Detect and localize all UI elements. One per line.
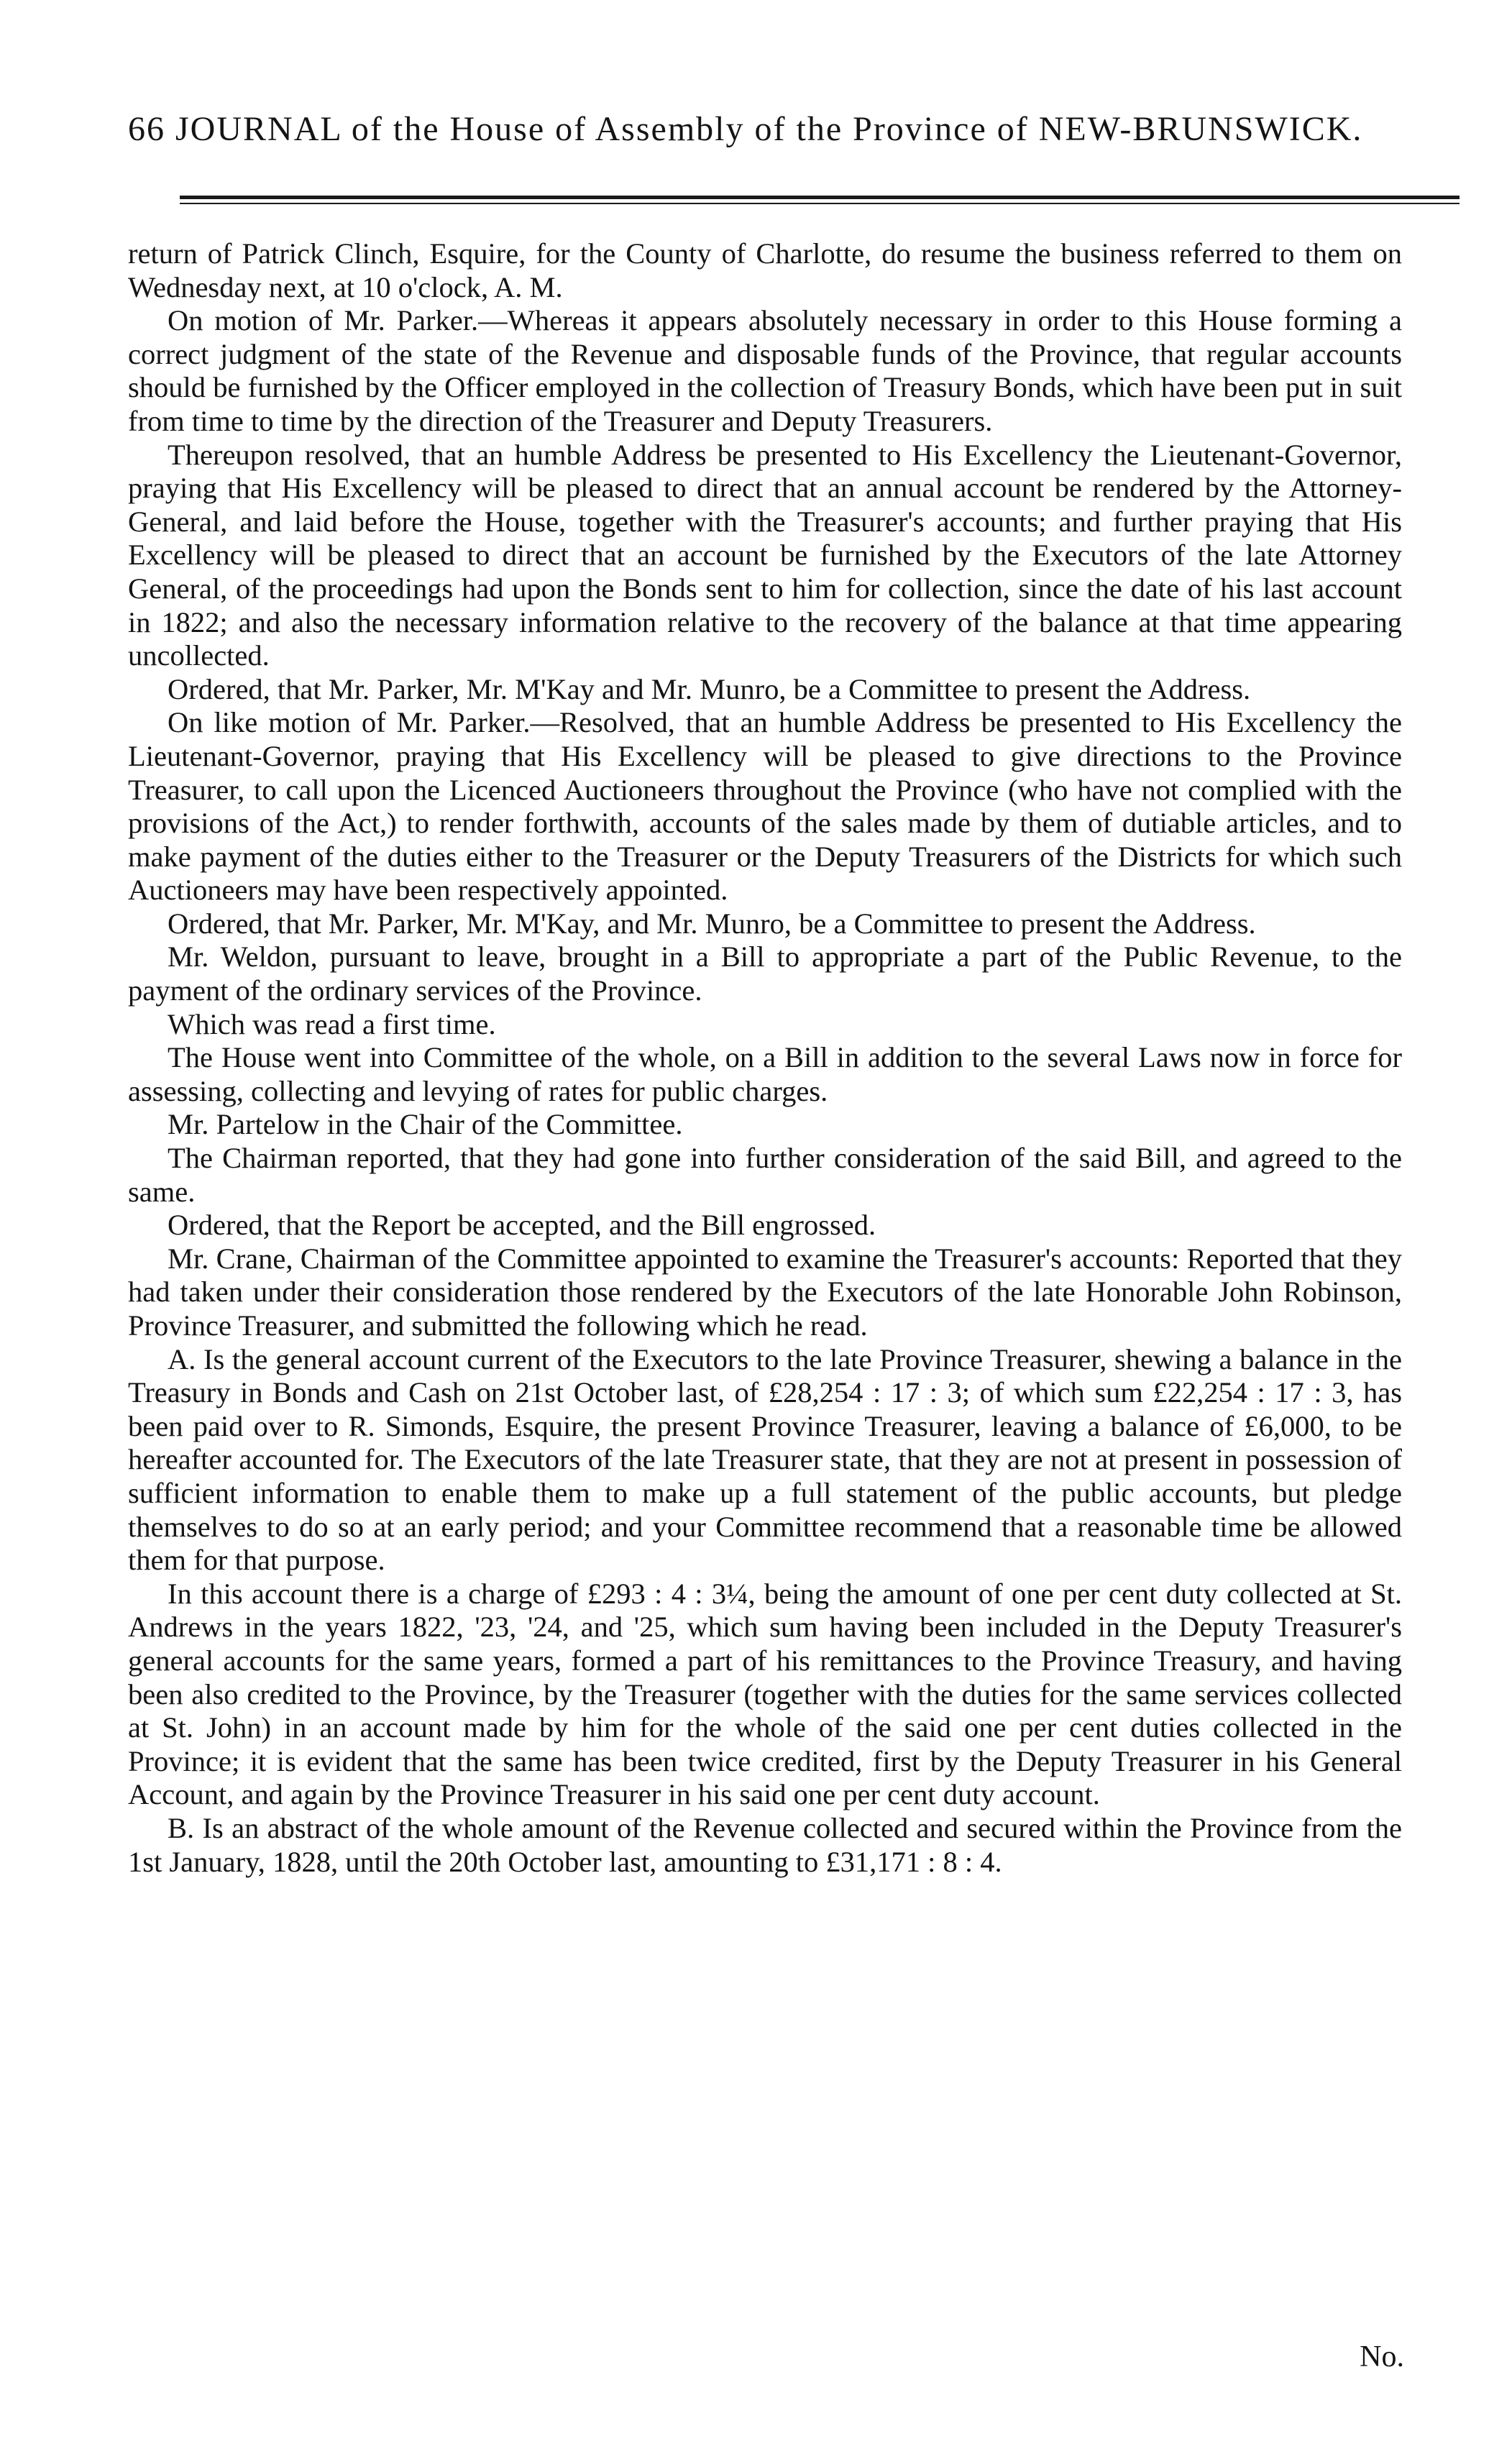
paragraph-item-a: A. Is the general account current of the Executors to the late Province Treasurer, shewing a balance in the Treasury in Bonds and Cash on 21st October last, of £28,254 : 17 : 3; of which sum £22,254 : 17 : 3, has been paid over to R. Simonds, Esquire, the present Province Treasurer, leaving a balance of £6,000, to be hereafter accounted for. The Executors of the late Treasurer state, that they are not at present in possession of sufficient information to enable them to make up a full statement of the public accounts, but pledge themselves to do so at an early period; and your Committee recommend that a reasonable time be allowed them for that purpose. (128, 1342, 1402, 1577)
running-header: 66 JOURNAL of the House of Assembly of the Province of NEW-BRUNSWICK. (128, 110, 1363, 148)
header-rule-thin (180, 203, 1460, 204)
paragraph-weldon-bill: Mr. Weldon, pursuant to leave, brought in a Bill to appropriate a part of the Public Revenue, to the payment of the ordinary services of the Province. (128, 940, 1402, 1007)
paragraph-motion-parker-1: On motion of Mr. Parker.—Whereas it appears absolutely necessary in order to this House forming a correct judgment of the state of the Revenue and disposable funds of the Province, that regular accounts should be furnished by the Officer employed in the collection of Treasury Bonds, which have been put in suit from time to time by the direction of the Treasurer and Deputy Treasurers. (128, 304, 1402, 437)
paragraph-item-b: B. Is an abstract of the whole amount of the Revenue collected and secured within the Province from the 1st January, 1828, until the 20th October last, amounting to £31,171 : 8 : 4. (128, 1811, 1402, 1878)
header-rule-thick (180, 196, 1460, 199)
paragraph-continuation: return of Patrick Clinch, Esquire, for the County of Charlotte, do resume the business referred to them on Wednesday next, at 10 o'clock, A. M. (128, 237, 1402, 303)
paragraph-one-per-cent-duty: In this account there is a charge of £293 : 4 : 3¼, being the amount of one per cent duty collected at St. Andrews in the years 1822, '23, '24, and '25, which sum having been included in the Deputy Treasurer's general accounts for the same years, formed a part of his remittances to the Province Treasury, and having been also credited to the Province, by the Treasurer (together with the duties for the same services collected at St. John) in an account made by him for the whole of the said one per cent duties collected in the Province; it is evident that the same has been twice credited, first by the Deputy Treasurer in his General Account, and again by the Province Treasurer in his said one per cent duty account. (128, 1577, 1402, 1811)
paragraph-committee-whole: The House went into Committee of the whole, on a Bill in addition to the several Laws now in force for assessing, collecting and levying of rates for public charges. (128, 1041, 1402, 1107)
journal-body (128, 237, 1402, 1879)
paragraph-motion-parker-2: On like motion of Mr. Parker.—Resolved, that an humble Address be presented to His Excellency the Lieutenant-Governor, praying that His Excellency will be pleased to give directions to the Province Treasurer, to call upon the Licenced Auctioneers throughout the Province (who have not complied with the provisions of the Act,) to render forthwith, accounts of the sales made by them of dutiable articles, and to make payment of the duties either to the Treasurer or the Deputy Treasurers of the Districts for which such Auctioneers may have been respectively appointed. (128, 706, 1402, 907)
paragraph-chair: Mr. Partelow in the Chair of the Committee. (168, 1108, 683, 1141)
paragraph-crane-report: Mr. Crane, Chairman of the Committee appointed to examine the Treasurer's accounts: Reported that they had taken under their consideration those rendered by the Executors of the late Honorable John Robinson, Province Treasurer, and submitted the following which he read. (128, 1242, 1402, 1342)
catchword: No. (1360, 2340, 1404, 2373)
paragraph-first-reading: Which was read a first time. (168, 1007, 496, 1040)
paragraph-resolved-address-1: Thereupon resolved, that an humble Address be presented to His Excellency the Lieutenant-Governor, praying that His Excellency will be pleased to direct that an annual account be rendered by the Attorney-General, and laid before the House, together with the Treasurer's accounts; and further praying that His Excellency will be pleased to direct that an account be furnished by the Executors of the late Attorney General, of the proceedings had upon the Bonds sent to him for collection, since the date of his last account in 1822; and also the necessary information relative to the recovery of the balance at that time appearing uncollected. (128, 438, 1402, 672)
paragraph-chairman-reported: The Chairman reported, that they had gone into further consideration of the said Bill, and agreed to the same. (128, 1142, 1402, 1208)
paragraph-ordered-committee-2: Ordered, that Mr. Parker, Mr. M'Kay, and Mr. Munro, be a Committee to present the Address. (168, 907, 1256, 940)
paragraph-ordered-committee-1: Ordered, that Mr. Parker, Mr. M'Kay and Mr. Munro, be a Committee to present the Address. (168, 672, 1251, 705)
paragraph-report-accepted: Ordered, that the Report be accepted, and the Bill engrossed. (168, 1209, 876, 1242)
